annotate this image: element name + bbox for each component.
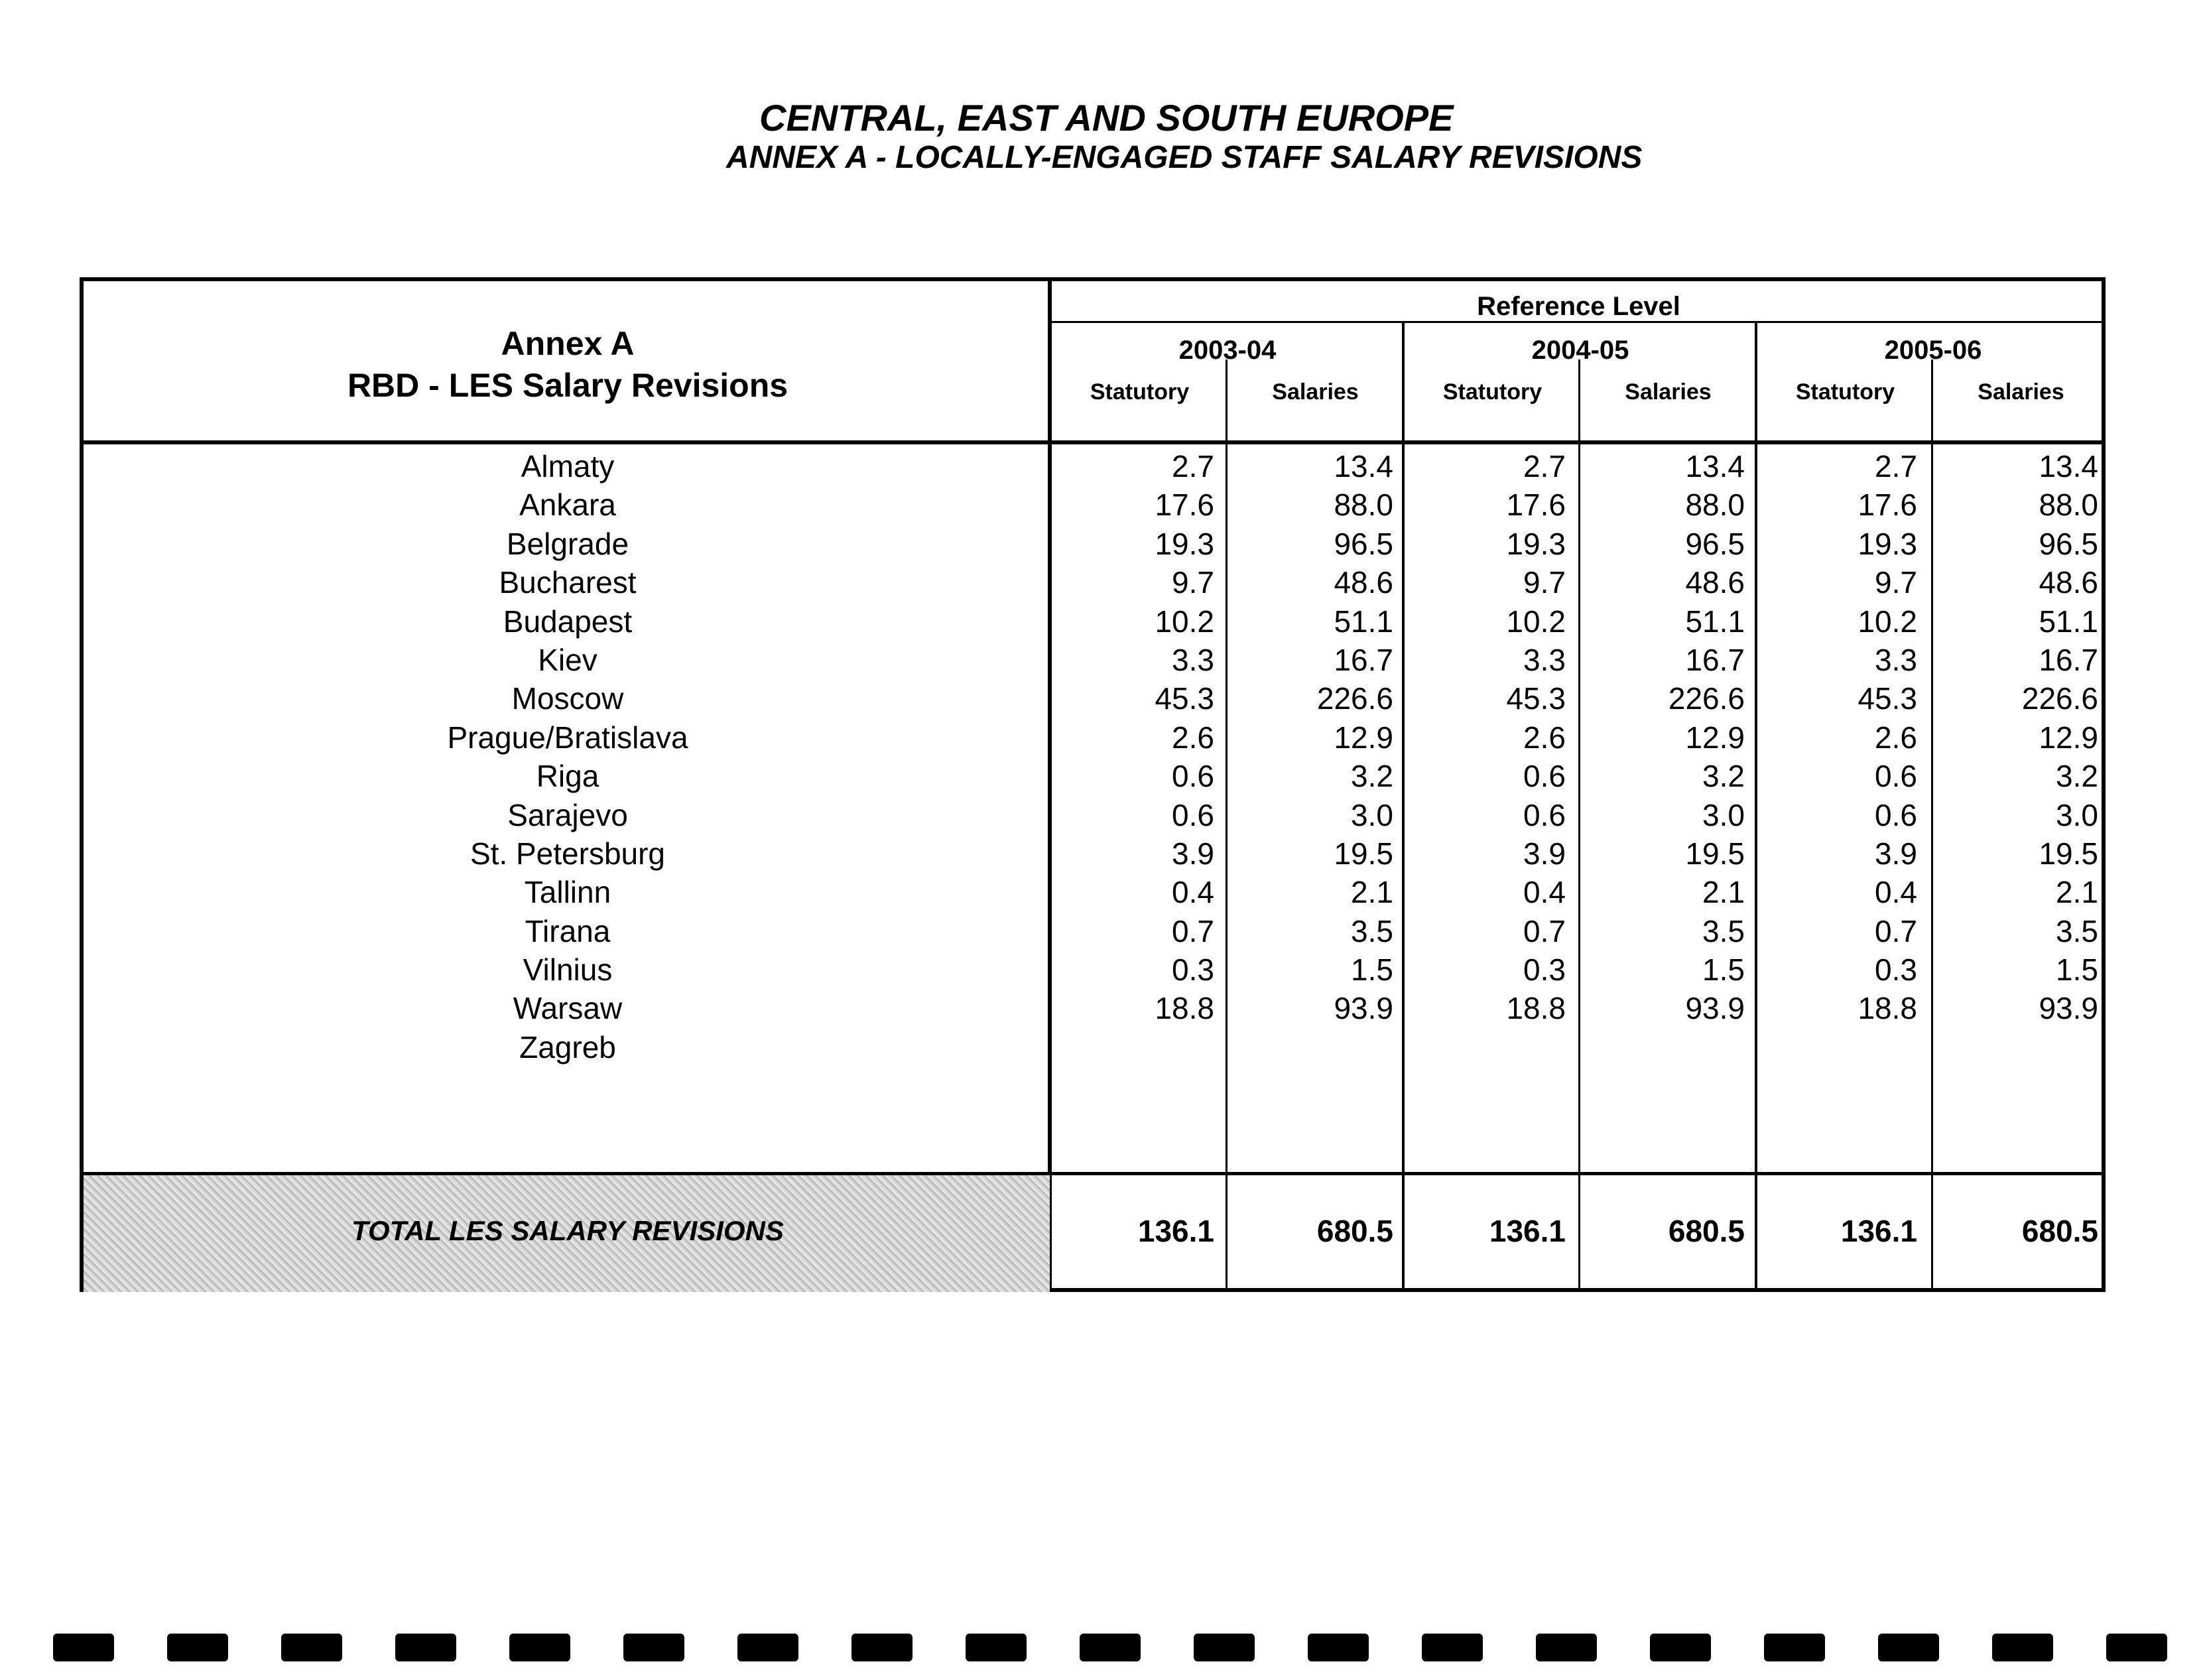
salaries-value: 3.2: [1702, 759, 1745, 794]
statutory-value: 17.6: [1155, 487, 1214, 523]
table-row: [84, 834, 2106, 873]
statutory-value: 0.4: [1875, 875, 1917, 910]
city-name: Budapest: [503, 604, 633, 639]
column-header-salaries: Salaries: [1978, 379, 2064, 405]
salaries-value: 88.0: [1685, 487, 1745, 523]
salaries-value: 226.6: [1316, 681, 1393, 716]
edge-dash: [395, 1634, 456, 1661]
city-name: Prague/Bratislava: [447, 720, 688, 755]
salaries-value: 12.9: [1334, 720, 1393, 755]
statutory-value: 2.7: [1523, 449, 1566, 484]
statutory-value: 3.3: [1875, 642, 1917, 677]
statutory-value: 45.3: [1506, 681, 1566, 716]
column-header-salaries: Salaries: [1625, 379, 1712, 405]
total-value: 136.1: [1137, 1214, 1214, 1248]
table-row: [84, 447, 2106, 485]
statutory-value: 2.6: [1523, 720, 1566, 755]
statutory-value: 9.7: [1875, 565, 1917, 600]
statutory-value: 0.6: [1523, 759, 1566, 794]
city-name: Belgrade: [506, 526, 629, 561]
total-value: 136.1: [1840, 1214, 1917, 1248]
statutory-value: 3.3: [1172, 642, 1214, 677]
edge-dash: [737, 1634, 798, 1661]
salaries-value: 16.7: [1685, 642, 1745, 677]
statutory-value: 0.7: [1523, 913, 1566, 948]
column-header-salaries: Salaries: [1272, 379, 1359, 405]
edge-dash: [509, 1634, 570, 1661]
statutory-value: 45.3: [1858, 681, 1917, 716]
table-row: [84, 989, 2106, 1027]
header-bottom-rule: [84, 440, 2106, 444]
edge-dash: [1536, 1634, 1597, 1661]
reference-level-header: Reference Level: [1477, 292, 1680, 321]
city-name: Bucharest: [499, 565, 637, 600]
statutory-value: 0.3: [1172, 952, 1214, 988]
table-row: [84, 757, 2106, 795]
year-header: 2003-04: [1178, 336, 1277, 365]
statutory-value: 0.4: [1523, 875, 1566, 910]
city-name: St. Petersburg: [470, 836, 666, 871]
salaries-value: 3.5: [1351, 913, 1393, 948]
salaries-value: 48.6: [2039, 565, 2098, 600]
table-row: [84, 485, 2106, 524]
table-row: [84, 525, 2106, 563]
statutory-value: 2.7: [1172, 449, 1214, 484]
city-name: Tirana: [525, 913, 611, 948]
edge-dash: [851, 1634, 913, 1661]
table-row: [84, 563, 2106, 602]
salaries-value: 12.9: [2039, 720, 2098, 755]
salaries-value: 88.0: [1334, 487, 1393, 523]
city-name: Zagreb: [519, 1029, 616, 1065]
total-value: 136.1: [1489, 1214, 1566, 1248]
edge-dash: [1308, 1634, 1369, 1661]
annex-subtitle: RBD - LES Salary Revisions: [347, 367, 788, 404]
city-name: Kiev: [538, 642, 598, 677]
statutory-value: 18.8: [1858, 991, 1917, 1026]
table-row: [84, 912, 2106, 950]
city-name: Sarajevo: [507, 797, 628, 832]
table-row: [84, 796, 2106, 834]
city-name: Almaty: [521, 449, 615, 484]
salaries-value: 48.6: [1334, 565, 1393, 600]
salaries-value: 51.1: [1334, 604, 1393, 639]
salaries-value: 19.5: [1334, 836, 1393, 871]
statutory-value: 17.6: [1858, 487, 1917, 523]
page-subtitle: ANNEX A - LOCALLY-ENGAGED STAFF SALARY REVISIONS: [726, 140, 1643, 175]
statutory-value: 10.2: [1506, 604, 1566, 639]
salaries-value: 2.1: [1702, 875, 1745, 910]
salaries-value: 96.5: [1334, 526, 1393, 561]
statutory-value: 0.6: [1172, 797, 1214, 832]
salaries-value: 3.0: [1351, 797, 1393, 832]
edge-dash: [2106, 1634, 2167, 1661]
salaries-value: 1.5: [2056, 952, 2098, 988]
salaries-value: 51.1: [2039, 604, 2098, 639]
column-header-statutory: Statutory: [1090, 379, 1190, 405]
salaries-value: 93.9: [2039, 991, 2098, 1026]
city-name: Ankara: [519, 487, 616, 523]
statutory-value: 3.9: [1875, 836, 1917, 871]
city-name: Riga: [536, 759, 599, 794]
table-row: [84, 641, 2106, 679]
column-header-statutory: Statutory: [1795, 379, 1895, 405]
salaries-value: 3.2: [1351, 759, 1393, 794]
total-label: TOTAL LES SALARY REVISIONS: [351, 1215, 784, 1246]
salaries-value: 3.5: [1702, 913, 1745, 948]
salaries-value: 13.4: [2039, 449, 2098, 484]
salaries-value: 96.5: [2039, 526, 2098, 561]
statutory-value: 2.6: [1875, 720, 1917, 755]
salaries-value: 12.9: [1685, 720, 1745, 755]
salaries-value: 93.9: [1685, 991, 1745, 1026]
statutory-value: 3.3: [1523, 642, 1566, 677]
statutory-value: 18.8: [1155, 991, 1214, 1026]
statutory-value: 9.7: [1523, 565, 1566, 600]
edge-dash: [1878, 1634, 1939, 1661]
page-edge-dashes: [53, 1634, 2175, 1661]
salaries-value: 226.6: [1668, 681, 1745, 716]
edge-dash: [281, 1634, 342, 1661]
table-row: [84, 602, 2106, 641]
salaries-value: 226.6: [2021, 681, 2098, 716]
edge-dash: [167, 1634, 228, 1661]
year-header: 2004-05: [1531, 336, 1629, 365]
salaries-value: 1.5: [1702, 952, 1745, 988]
statutory-value: 0.7: [1172, 913, 1214, 948]
statutory-value: 0.3: [1523, 952, 1566, 988]
statutory-value: 9.7: [1172, 565, 1214, 600]
city-name: Warsaw: [513, 991, 623, 1026]
salaries-value: 19.5: [2039, 836, 2098, 871]
edge-dash: [623, 1634, 684, 1661]
salaries-value: 48.6: [1685, 565, 1745, 600]
statutory-value: 0.6: [1875, 797, 1917, 832]
statutory-value: 0.3: [1875, 952, 1917, 988]
edge-dash: [1194, 1634, 1255, 1661]
page-title: CENTRAL, EAST AND SOUTH EUROPE: [759, 97, 1454, 139]
edge-dash: [966, 1634, 1027, 1661]
salaries-value: 2.1: [1351, 875, 1393, 910]
table-row: [84, 873, 2106, 911]
statutory-value: 45.3: [1155, 681, 1214, 716]
salaries-value: 88.0: [2039, 487, 2098, 523]
salaries-value: 3.0: [2056, 797, 2098, 832]
statutory-value: 2.7: [1875, 449, 1917, 484]
city-name: Vilnius: [523, 952, 613, 988]
table-row: [84, 1028, 2106, 1066]
statutory-value: 0.7: [1875, 913, 1917, 948]
edge-dash: [1080, 1634, 1141, 1661]
statutory-value: 18.8: [1506, 991, 1566, 1026]
edge-dash: [1650, 1634, 1711, 1661]
statutory-value: 17.6: [1506, 487, 1566, 523]
salaries-value: 16.7: [2039, 642, 2098, 677]
total-value: 680.5: [1316, 1214, 1393, 1248]
statutory-value: 0.6: [1523, 797, 1566, 832]
edge-dash: [1992, 1634, 2053, 1661]
salary-revisions-table: [80, 277, 2106, 1292]
table-body: [84, 447, 2106, 1066]
salaries-value: 93.9: [1334, 991, 1393, 1026]
salaries-value: 1.5: [1351, 952, 1393, 988]
year-header: 2005-06: [1884, 336, 1982, 365]
total-value: 680.5: [1668, 1214, 1745, 1248]
salaries-value: 16.7: [1334, 642, 1393, 677]
table-row: [84, 718, 2106, 757]
statutory-value: 19.3: [1858, 526, 1917, 561]
statutory-value: 19.3: [1506, 526, 1566, 561]
edge-dash: [1764, 1634, 1825, 1661]
salaries-value: 3.2: [2056, 759, 2098, 794]
salaries-value: 13.4: [1685, 449, 1745, 484]
salaries-value: 96.5: [1685, 526, 1745, 561]
city-name: Tallinn: [524, 875, 611, 910]
statutory-value: 3.9: [1523, 836, 1566, 871]
edge-dash: [53, 1634, 114, 1661]
salaries-value: 3.5: [2056, 913, 2098, 948]
statutory-value: 3.9: [1172, 836, 1214, 871]
column-header-statutory: Statutory: [1442, 379, 1543, 405]
total-value: 680.5: [2021, 1214, 2098, 1248]
salaries-value: 13.4: [1334, 449, 1393, 484]
statutory-value: 10.2: [1858, 604, 1917, 639]
annex-title: Annex A: [501, 325, 635, 362]
statutory-value: 0.6: [1172, 759, 1214, 794]
statutory-value: 0.6: [1875, 759, 1917, 794]
city-name: Moscow: [511, 681, 624, 716]
statutory-value: 19.3: [1155, 526, 1214, 561]
salaries-value: 3.0: [1702, 797, 1745, 832]
edge-dash: [1422, 1634, 1483, 1661]
table-row: [84, 679, 2106, 718]
salaries-value: 19.5: [1685, 836, 1745, 871]
salaries-value: 51.1: [1685, 604, 1745, 639]
salaries-value: 2.1: [2056, 875, 2098, 910]
table-row: [84, 950, 2106, 989]
statutory-value: 0.4: [1172, 875, 1214, 910]
statutory-value: 2.6: [1172, 720, 1214, 755]
statutory-value: 10.2: [1155, 604, 1214, 639]
